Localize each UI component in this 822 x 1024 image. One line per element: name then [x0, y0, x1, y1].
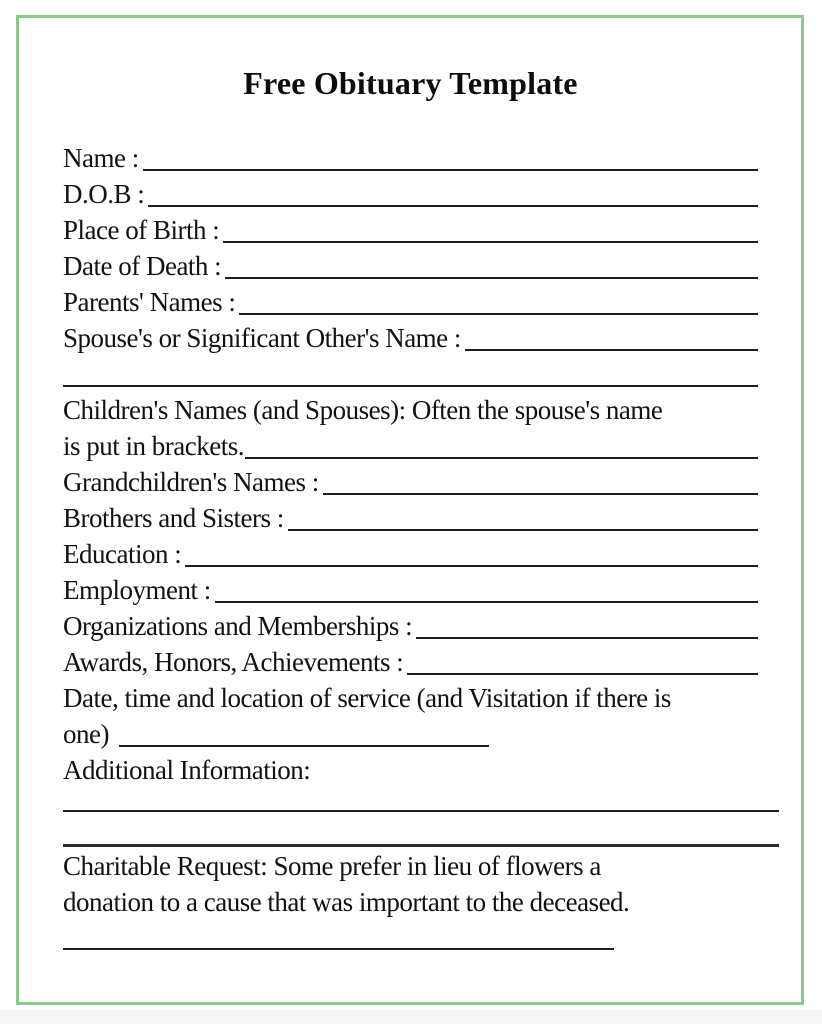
field-row-grandchildrens-names [63, 464, 758, 500]
field-label-dob: D.O.B : [63, 179, 145, 209]
write-line [63, 920, 614, 950]
write-line-spouse-name [465, 320, 758, 351]
field-row-service-info-cont [63, 716, 758, 752]
write-line [63, 812, 779, 847]
field-label-awards: Awards, Honors, Achievements : [63, 647, 404, 677]
field-row-awards [63, 644, 758, 680]
field-label-date-of-death: Date of Death : [63, 251, 222, 281]
write-line-name [143, 140, 758, 171]
green-page-border [16, 15, 804, 1005]
field-row-parents-names [63, 284, 758, 320]
field-row-place-of-birth [63, 212, 758, 248]
field-label-service-info: Date, time and location of service (and Visitation if there is [63, 683, 671, 713]
blank-write-line-additional-2 [63, 812, 758, 848]
page-bottom-margin [0, 1010, 822, 1024]
field-row-organizations [63, 608, 758, 644]
write-line-organizations [416, 608, 758, 639]
field-label-brothers-sisters: Brothers and Sisters : [63, 503, 284, 533]
field-label-place-of-birth: Place of Birth : [63, 215, 220, 245]
field-label-name: Name : [63, 143, 139, 173]
field-label-grandchildrens-names: Grandchildren's Names : [63, 467, 319, 497]
write-line-brothers-sisters [288, 500, 758, 531]
field-label-spouse-name: Spouse's or Significant Other's Name : [63, 323, 461, 353]
text-row-charitable-request-2 [63, 884, 758, 920]
field-label-one: one) [63, 719, 109, 749]
write-line-place-of-birth [223, 212, 758, 243]
field-row-education [63, 536, 758, 572]
charitable-request-text-line-1: Charitable Request: Some prefer in lieu of flowers a [63, 851, 601, 881]
text-row-service-info [63, 680, 758, 716]
field-label-additional-information: Additional Information: [63, 755, 311, 785]
write-line [63, 788, 779, 812]
field-row-brothers-sisters [63, 500, 758, 536]
field-label-organizations: Organizations and Memberships : [63, 611, 413, 641]
field-row-date-of-death [63, 248, 758, 284]
write-line-parents-names [239, 284, 758, 315]
text-row-additional-information [63, 752, 758, 788]
field-label-education: Education : [63, 539, 182, 569]
write-line-service-info [119, 716, 489, 747]
page-title: Free Obituary Template [243, 65, 578, 101]
blank-write-line-spouse-overflow [63, 356, 758, 392]
charitable-request-text-line-2: donation to a cause that was important to the deceased. [63, 887, 630, 917]
field-row-name [63, 140, 758, 176]
write-line-employment [215, 572, 758, 603]
blank-write-line-additional-1 [63, 788, 758, 812]
write-line-childrens-names [245, 428, 758, 459]
write-line-dob [148, 176, 758, 207]
field-label-parents-names: Parents' Names : [63, 287, 236, 317]
field-row-spouse-name [63, 320, 758, 356]
blank-write-line-charitable [63, 920, 758, 950]
text-row-childrens-names [63, 392, 758, 428]
write-line-education [185, 536, 758, 567]
field-row-employment [63, 572, 758, 608]
field-label-brackets: is put in brackets. [63, 431, 244, 461]
field-label-employment: Employment : [63, 575, 211, 605]
obituary-template-document [19, 18, 801, 950]
field-row-childrens-names-cont [63, 428, 758, 464]
write-line [63, 356, 758, 387]
field-row-dob [63, 176, 758, 212]
write-line-grandchildrens-names [323, 464, 758, 495]
write-line-awards [407, 644, 758, 675]
write-line-date-of-death [225, 248, 758, 279]
field-label-childrens-names: Children's Names (and Spouses): Often the spouse's name [63, 395, 663, 425]
text-row-charitable-request-1 [63, 848, 758, 884]
